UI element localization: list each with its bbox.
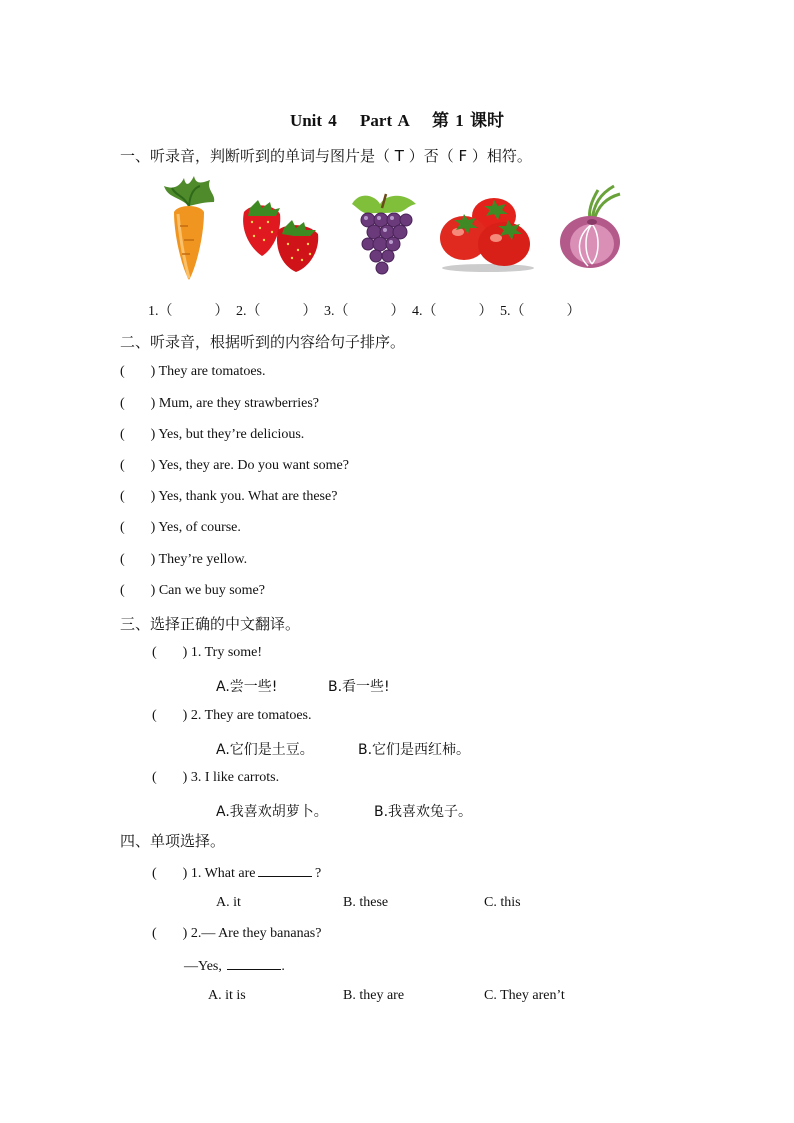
option-b: B.看一些! [328,679,390,695]
option-a: A.我喜欢胡萝卜。 [216,804,328,820]
reply-line: —Yes, . [184,959,285,974]
option-b: B.我喜欢兔子。 [374,804,473,820]
option-a: A.尝一些! [216,679,278,695]
answer-slot-3[interactable]: 3.（ ） [324,304,405,319]
option-b: B. they are [343,988,405,1003]
option-c: C. this [484,895,521,910]
page-title: Unit 4 Part A 第 1 课时 [289,111,505,130]
question-1: ( ) 1. What are ? [152,866,322,881]
section1-answer-row [148,300,581,320]
list-item: ( ) Yes, they are. Do you want some? [120,458,349,473]
list-item: ( ) They’re yellow. [120,552,248,567]
answer-slot-2[interactable]: 2.（ ） [236,304,317,319]
option-b: B.它们是西红柿。 [358,742,471,758]
option-a: A. it is [208,988,246,1003]
option-b: B. these [343,895,389,910]
list-item: ( ) They are tomatoes. [120,364,266,379]
answer-slot-1[interactable]: 1.（ ） [148,304,229,319]
section4-heading: 四、单项选择。 [120,832,226,850]
list-item: ( ) Yes, but they’re delicious. [120,427,305,442]
option-a: A.它们是土豆。 [216,742,314,758]
grapes-picture [346,190,422,280]
answer-slot-4[interactable]: 4.（ ） [412,304,493,319]
section2-heading: 二、听录音，根据听到的内容给句子排序。 [120,333,406,351]
question-2: ( ) 2. They are tomatoes. [152,708,312,723]
option-a: A. it [216,895,241,910]
section3-heading: 三、选择正确的中文翻译。 [120,615,301,633]
list-item: ( ) Can we buy some? [120,583,265,598]
list-item: ( ) Yes, of course. [120,520,241,535]
question-3: ( ) 3. I like carrots. [152,770,280,785]
question-1: ( ) 1. Try some! [152,645,263,660]
answer-blank[interactable] [227,957,281,970]
strawberries-picture [238,198,324,272]
list-item: ( ) Yes, thank you. What are these? [120,489,338,504]
question-2: ( ) 2.— Are they bananas? [152,926,322,941]
option-c: C. They aren’t [484,988,565,1003]
list-item: ( ) Mum, are they strawberries? [120,396,320,411]
onion-picture [558,184,624,274]
answer-blank[interactable] [258,864,312,877]
section1-heading: 一、听录音，判断听到的单词与图片是（ T ）否（ F ）相符。 [120,147,532,165]
tomatoes-picture [438,196,538,272]
answer-slot-5[interactable]: 5.（ ） [500,304,581,319]
carrot-picture [160,176,218,282]
